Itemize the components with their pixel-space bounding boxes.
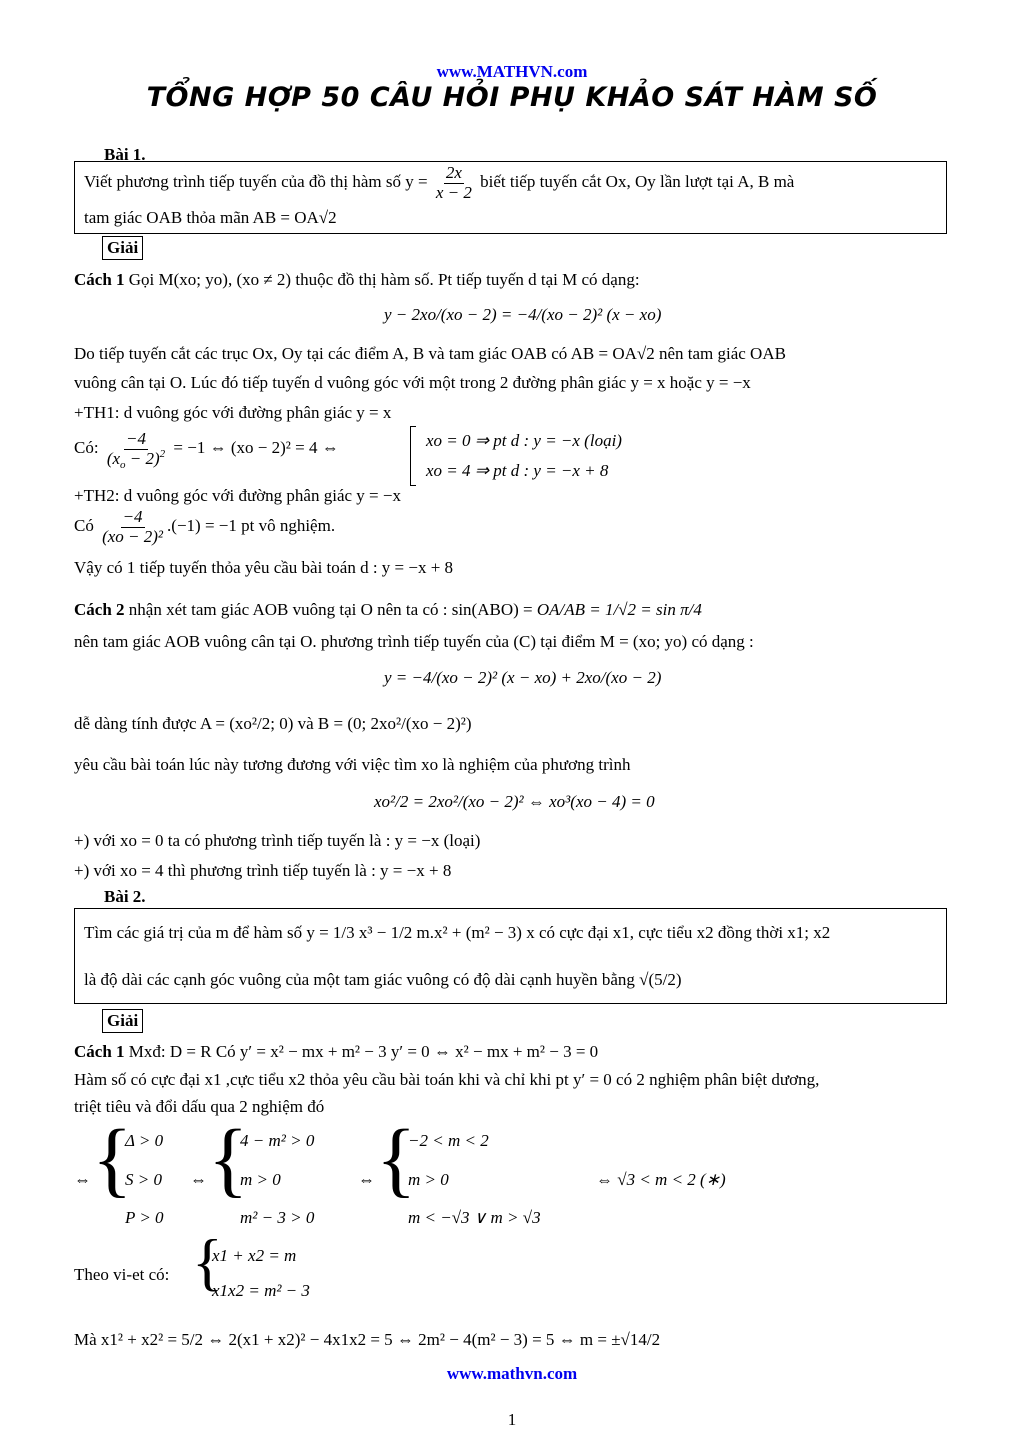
case-bracket [410,426,416,486]
brace-viet: { [192,1226,223,1297]
equiv-3: ⇔ [358,1170,375,1189]
sys1-row: S > 0 [125,1170,162,1189]
cach2-intro-text: nhận xét tam giác AOB vuông tại O nên ta có : sin(ABO) = [128,600,533,619]
tangent-equation-1: y − 2xo/(xo − 2) = −4/(xo − 2)² (x − xo) [384,305,662,324]
problem-2-line2: là độ dài các cạnh góc vuông của một tam giác vuông có độ dài cạnh huyền bằng √(5/2) [84,970,682,989]
triet-tieu-line: triệt tiêu và đổi dấu qua 2 nghiệm đó [74,1097,325,1116]
system-result: ⇔ √3 < m < 2 (∗) [596,1170,726,1189]
sys2-row: 4 − m² > 0 [240,1131,315,1150]
tangent-equation-2: y = −4/(xo − 2)² (x − xo) + 2xo/(xo − 2) [384,668,662,687]
case-x0-0: +) với xo = 0 ta có phương trình tiếp tuyến là : y = −x (loại) [74,831,481,850]
sys3-row: m > 0 [408,1170,449,1189]
bai2-cach1 [74,1042,598,1062]
brace-1: { [92,1113,133,1206]
th2-equation: Có $\frac{-4}{\text{(xo − 2)²}}$ .(−1) = −1 pt vô nghiệm. [74,507,336,546]
solution-2-label: Giải [102,1009,143,1033]
brace-3: { [376,1113,417,1206]
line-do-tiep-tuyen: Do tiếp tuyến cắt các trục Ox, Oy tại các điểm A, B và tam giác OAB có AB = OA√2 nên tam giác OAB [74,344,786,363]
cach1-intro-text: Gọi M(xo; yo), (xo ≠ 2) thuộc đồ thị hàm số. Pt tiếp tuyến d tại M có dạng: [128,270,640,289]
solution-1-label: Giải [102,236,143,260]
problem-2-line1: Tìm các giá trị của m để hàm số y = 1/3 x³ − 1/2 m.x² + (m² − 3) x có cực đại x1, cực tiểu x2 đồng thời x1; x2 [84,923,831,942]
case-line-2: xo = 4 ⇒ pt d : y = −x + 8 [426,461,609,480]
case-x0-4: +) với xo = 4 thì phương trình tiếp tuyến là : y = −x + 8 [74,861,452,880]
problem-1-text-b: biết tiếp tuyến cắt Ox, Oy lần lượt tại A, B mà [480,172,795,192]
co1-prefix: Có: [74,438,99,458]
problem-2-label: Bài 2. [104,887,146,906]
line-vuong-can: vuông cân tại O. Lúc đó tiếp tuyến d vuông góc với một trong 2 đường phân giác y = x hoặc y = −x [74,373,751,392]
problem-1-line2: tam giác OAB thỏa mãn AB = OA√2 [84,208,337,227]
cach1-label: Cách 1 [74,270,125,289]
document-title: TỔNG HỢP 50 CÂU HỎI PHỤ KHẢO SÁT HÀM SỐ [146,82,878,113]
bai2-cach1-text: Mxđ: D = R Có y′ = x² − mx + m² − 3 y′ = 0 ⇔ x² − mx + m² − 3 = 0 [128,1042,599,1061]
cach1-intro [74,270,640,290]
yeu-cau-line: yêu cầu bài toán lúc này tương đương với việc tìm xo là nghiệm của phương trình [74,755,631,774]
problem-1-text-a: Viết phương trình tiếp tuyến của đồ thị hàm số y = [84,172,428,192]
cach2-equation: OA/AB = 1/√2 = sin π/4 [536,600,702,619]
brace-2: { [208,1113,249,1206]
conclusion-1: Vậy có 1 tiếp tuyến thỏa yêu cầu bài toán d : y = −x + 8 [74,558,454,577]
sys3-row: −2 < m < 2 [408,1131,489,1150]
equation-3: xo²/2 = 2xo²/(xo − 2)² ⇔ xo³(xo − 4) = 0 [374,792,655,811]
case-line-1: xo = 0 ⇒ pt d : y = −x (loại) [426,431,622,450]
points-a-b: dễ dàng tính được A = (xo²/2; 0) và B = (0; 2xo²/(xo − 2)²) [74,714,472,733]
case-th2: +TH2: d vuông góc với đường phân giác y = −x [74,486,401,505]
ham-so-line: Hàm số có cực đại x1 ,cực tiểu x2 thỏa yêu cầu bài toán khi và chỉ khi pt y′ = 0 có 2 nghiệm phân biệt dương, [74,1070,820,1089]
site-footer-link[interactable]: www.mathvn.com [446,1364,578,1383]
final-equation: Mà x1² + x2² = 5/2 ⇔ 2(x1 + x2)² − 4x1x2 = 5 ⇔ 2m² − 4(m² − 3) = 5 ⇔ m = ±√14/2 [74,1330,661,1349]
problem-1-line1 [84,164,794,202]
equiv-2: ⇔ [190,1170,207,1189]
bai2-cach1-label: Cách 1 [74,1042,125,1061]
viet-row: x1 + x2 = m [212,1246,297,1265]
page-number: 1 [507,1410,517,1429]
equiv-1: ⇔ [74,1170,91,1189]
sys3-row: m < −√3 ∨ m > √3 [408,1208,541,1227]
cach2-intro [74,600,702,620]
sys2-row: m² − 3 > 0 [240,1208,315,1227]
problem-1-frac-den: x − 2 [435,182,472,202]
co2-suffix: .(−1) = −1 pt vô nghiệm. [167,516,336,536]
case-th1: +TH1: d vuông góc với đường phân giác y = x [74,403,392,422]
th1-equation: Có: $\frac{-4}{(x_o - 2)^2}$ = −1 ⇔ (xo − 2)² = 4 ⇔ [74,429,339,471]
frac-den: (xo − 2)² [102,526,164,546]
cach2-label: Cách 2 [74,600,125,619]
sys2-row: m > 0 [240,1170,281,1189]
co1-mid: = −1 ⇔ (xo − 2)² = 4 ⇔ [173,438,339,458]
problem-1-label: Bài 1. [104,145,146,164]
sys1-row: Δ > 0 [125,1131,164,1150]
viet-label: Theo vi-et có: [74,1265,170,1284]
site-header-link[interactable]: www.MATHVN.com [436,62,588,81]
viet-row: x1x2 = m² − 3 [212,1281,310,1300]
cach2-line2: nên tam giác AOB vuông cân tại O. phương trình tiếp tuyến của (C) tại điểm M = (xo; yo) có dạng : [74,632,754,651]
frac-num: −4 [126,429,146,448]
co2-prefix: Có [74,516,94,536]
problem-1-frac-num: 2x [445,163,462,182]
sys1-row: P > 0 [125,1208,164,1227]
